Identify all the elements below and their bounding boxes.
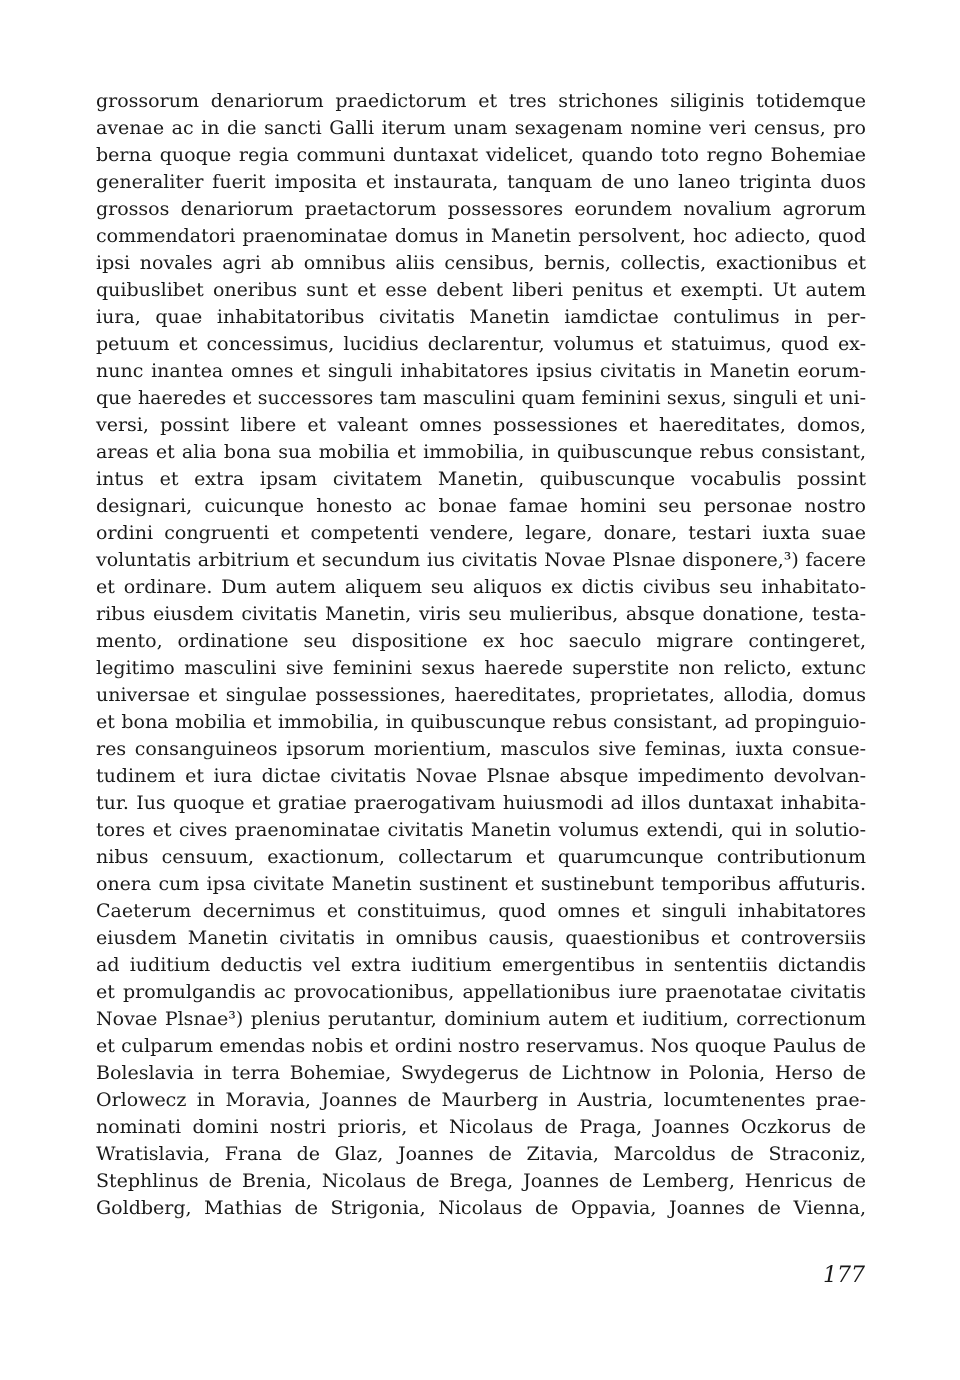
text-line: Orlowecz in Moravia, Joannes de Maurberg in Austria, locumtenentes prae- [96, 1089, 866, 1111]
text-line: nominati domini nostri prioris, et Nicolaus de Praga, Joannes Oczkorus de [96, 1116, 866, 1138]
text-line: Wratislavia, Frana de Glaz, Joannes de Zitavia, Marcoldus de Straconiz, [96, 1143, 866, 1165]
text-line: tores et cives praenominatae civitatis Manetin volumus extendi, qui in solutio- [96, 819, 866, 841]
text-line: et promulgandis ac provocationibus, appellationibus iure praenotatae civitatis [96, 981, 866, 1003]
text-line: mento, ordinatione seu dispositione ex hoc saeculo migrare contingeret, [96, 630, 866, 652]
text-line: berna quoque regia communi duntaxat videlicet, quando toto regno Bohemiae [96, 144, 866, 166]
text-line: tur. Ius quoque et gratiae praerogativam huiusmodi ad illos duntaxat inhabita- [96, 792, 866, 814]
text-line: que haeredes et successores tam masculini quam feminini sexus, singuli et uni- [96, 387, 866, 409]
text-line: tudinem et iura dictae civitatis Novae Plsnae absque impedimento devolvan- [96, 765, 866, 787]
text-line: petuum et concessimus, lucidius declarentur, volumus et statuimus, quod ex- [96, 333, 866, 355]
text-line: universae et singulae possessiones, haereditates, proprietates, allodia, domus [96, 684, 866, 706]
text-line: et bona mobilia et immobilia, in quibuscunque rebus consistant, ad propinguio- [96, 711, 866, 733]
text-line: ordini congruenti et competenti vendere, legare, donare, testari iuxta suae [96, 522, 866, 544]
text-line: Novae Plsnae³) plenius perutantur, dominium autem et iuditium, correctionum [96, 1008, 866, 1030]
text-line: iura, quae inhabitatoribus civitatis Manetin iamdictae contulimus in per- [96, 306, 866, 328]
text-line: voluntatis arbitrium et secundum ius civitatis Novae Plsnae disponere,³) facere [96, 549, 866, 571]
text-line: areas et alia bona sua mobilia et immobilia, in quibuscunque rebus consistant, [96, 441, 866, 463]
text-line: grossorum denariorum praedictorum et tres strichones siliginis totidemque [96, 90, 866, 112]
text-line: legitimo masculini sive feminini sexus haerede superstite non relicto, extunc [96, 657, 866, 679]
text-line: Caeterum decernimus et constituimus, quod omnes et singuli inhabitatores [96, 900, 866, 922]
text-line: nunc inantea omnes et singuli inhabitatores ipsius civitatis in Manetin eorum- [96, 360, 866, 382]
body-text [96, 88, 866, 1222]
text-line: commendatori praenominatae domus in Manetin persolvent, hoc adiecto, quod [96, 225, 866, 247]
text-line: intus et extra ipsam civitatem Manetin, quibuscunque vocabulis possint [96, 468, 866, 490]
text-line: onera cum ipsa civitate Manetin sustinent et sustinebunt temporibus affuturis. [96, 873, 866, 895]
text-line: et ordinare. Dum autem aliquem seu aliquos ex dictis civibus seu inhabitato- [96, 576, 866, 598]
text-line: versi, possint libere et valeant omnes possessiones et haereditates, domos, [96, 414, 866, 436]
text-line: et culparum emendas nobis et ordini nostro reservamus. Nos quoque Paulus de [96, 1035, 866, 1057]
text-line: Goldberg, Mathias de Strigonia, Nicolaus de Oppavia, Joannes de Vienna, [96, 1197, 866, 1219]
text-line: designari, cuicunque honesto ac bonae famae homini seu personae nostro [96, 495, 866, 517]
text-line: Boleslavia in terra Bohemiae, Swydegerus de Lichtnow in Polonia, Herso de [96, 1062, 866, 1084]
text-line: generaliter fuerit imposita et instaurata, tanquam de uno laneo triginta duos [96, 171, 866, 193]
text-line: avenae ac in die sancti Galli iterum unam sexagenam nomine veri census, pro [96, 117, 866, 139]
text-line: res consanguineos ipsorum morientium, masculos sive feminas, iuxta consue- [96, 738, 866, 760]
text-line: quibuslibet oneribus sunt et esse debent liberi penitus et exempti. Ut autem [96, 279, 866, 301]
text-line: ad iuditium deductis vel extra iuditium emergentibus in sententiis dictandis [96, 954, 866, 976]
text-line: grossos denariorum praetactorum possessores eorundem novalium agrorum [96, 198, 866, 220]
page-number: 177 [823, 1263, 865, 1288]
text-line: ribus eiusdem civitatis Manetin, viris seu mulieribus, absque donatione, testa- [96, 603, 866, 625]
text-line: ipsi novales agri ab omnibus aliis censibus, bernis, collectis, exactionibus et [96, 252, 866, 274]
text-line: nibus censuum, exactionum, collectarum et quarumcunque contributionum [96, 846, 866, 868]
text-line: eiusdem Manetin civitatis in omnibus causis, quaestionibus et controversiis [96, 927, 866, 949]
text-line: Stephlinus de Brenia, Nicolaus de Brega, Joannes de Lemberg, Henricus de [96, 1170, 866, 1192]
